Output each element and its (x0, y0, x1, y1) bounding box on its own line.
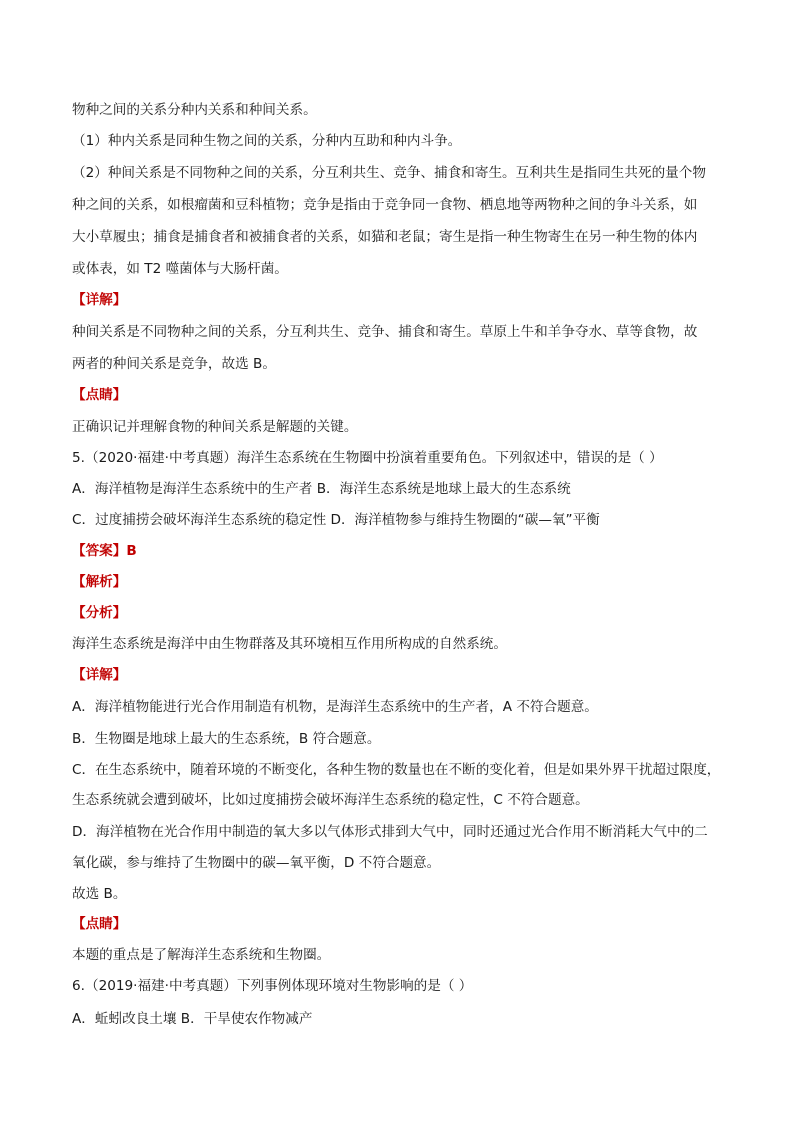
text-line: C．在生态系统中，随着环境的不断变化，各种生物的数量也在不断的变化着，但是如果外界干扰超过限度， (72, 762, 721, 778)
text-line: 生态系统就会遭到破坏，比如过度捕捞会破坏海洋生态系统的稳定性，C 不符合题意。 (72, 792, 589, 808)
text-line: 海洋生态系统是海洋中由生物群落及其环境相互作用所构成的自然系统。 (72, 636, 507, 652)
section-heading: 【详解】 (72, 667, 127, 683)
section-heading: 【点睛】 (72, 916, 127, 932)
text-line: D．海洋植物在光合作用中制造的氧大多以气体形式排到大气中，同时还通过光合作用不断消耗大气中的二 (72, 824, 708, 840)
text-line: （1）种内关系是同种生物之间的关系，分种内互助和种内斗争。 (72, 133, 462, 149)
answer-options: A．海洋植物是海洋生态系统中的生产者 B．海洋生态系统是地球上最大的生态系统 (72, 481, 571, 497)
text-line: 氧化碳，参与维持了生物圈中的碳—氧平衡，D 不符合题意。 (72, 855, 441, 871)
text-line: B．生物圈是地球上最大的生态系统，B 符合题意。 (72, 731, 381, 747)
section-heading: 【点睛】 (72, 387, 127, 403)
text-line: 大小草履虫；捕食是捕食者和被捕食者的关系，如猫和老鼠；寄生是指一种生物寄生在另一种生物的体内 (72, 229, 698, 245)
section-heading: 【详解】 (72, 292, 127, 308)
section-heading: 【分析】 (72, 605, 127, 621)
answer-options: A．蚯蚓改良土壤 B．干旱使农作物减产 (72, 1011, 313, 1027)
answer-options: C．过度捕捞会破坏海洋生态系统的稳定性 D．海洋植物参与维持生物圈的“碳—氧”平衡 (72, 512, 600, 528)
question-stem: 5.（2020·福建·中考真题）海洋生态系统在生物圈中扮演着重要角色。下列叙述中，错误的是（ ） (72, 450, 663, 466)
section-heading: 【解析】 (72, 574, 127, 590)
question-stem: 6.（2019·福建·中考真题）下列事例体现环境对生物影响的是（ ） (72, 978, 473, 994)
text-line: 本题的重点是了解海洋生态系统和生物圈。 (72, 947, 331, 963)
text-line: 种之间的关系，如根瘤菌和豆科植物；竞争是指由于竞争同一食物、栖息地等两物种之间的争斗关系，如 (72, 197, 698, 213)
text-line: （2）种间关系是不同物种之间的关系，分互利共生、竞争、捕食和寄生。互利共生是指同生共死的量个物 (72, 165, 706, 181)
text-line: 两者的种间关系是竞争，故选 B。 (72, 356, 276, 372)
text-line: 物种之间的关系分种内关系和种间关系。 (72, 102, 317, 118)
text-line: 故选 B。 (72, 886, 127, 902)
text-line: 种间关系是不同物种之间的关系，分互利共生、竞争、捕食和寄生。草原上牛和羊争夺水、草等食物，故 (72, 324, 698, 340)
text-line: 或体表，如 T2 噬菌体与大肠杆菌。 (72, 261, 288, 277)
text-line: 正确识记并理解食物的种间关系是解题的关键。 (72, 419, 358, 435)
text-line: A．海洋植物能进行光合作用制造有机物，是海洋生态系统中的生产者，A 不符合题意。 (72, 699, 598, 715)
answer-label: 【答案】B (72, 543, 137, 559)
